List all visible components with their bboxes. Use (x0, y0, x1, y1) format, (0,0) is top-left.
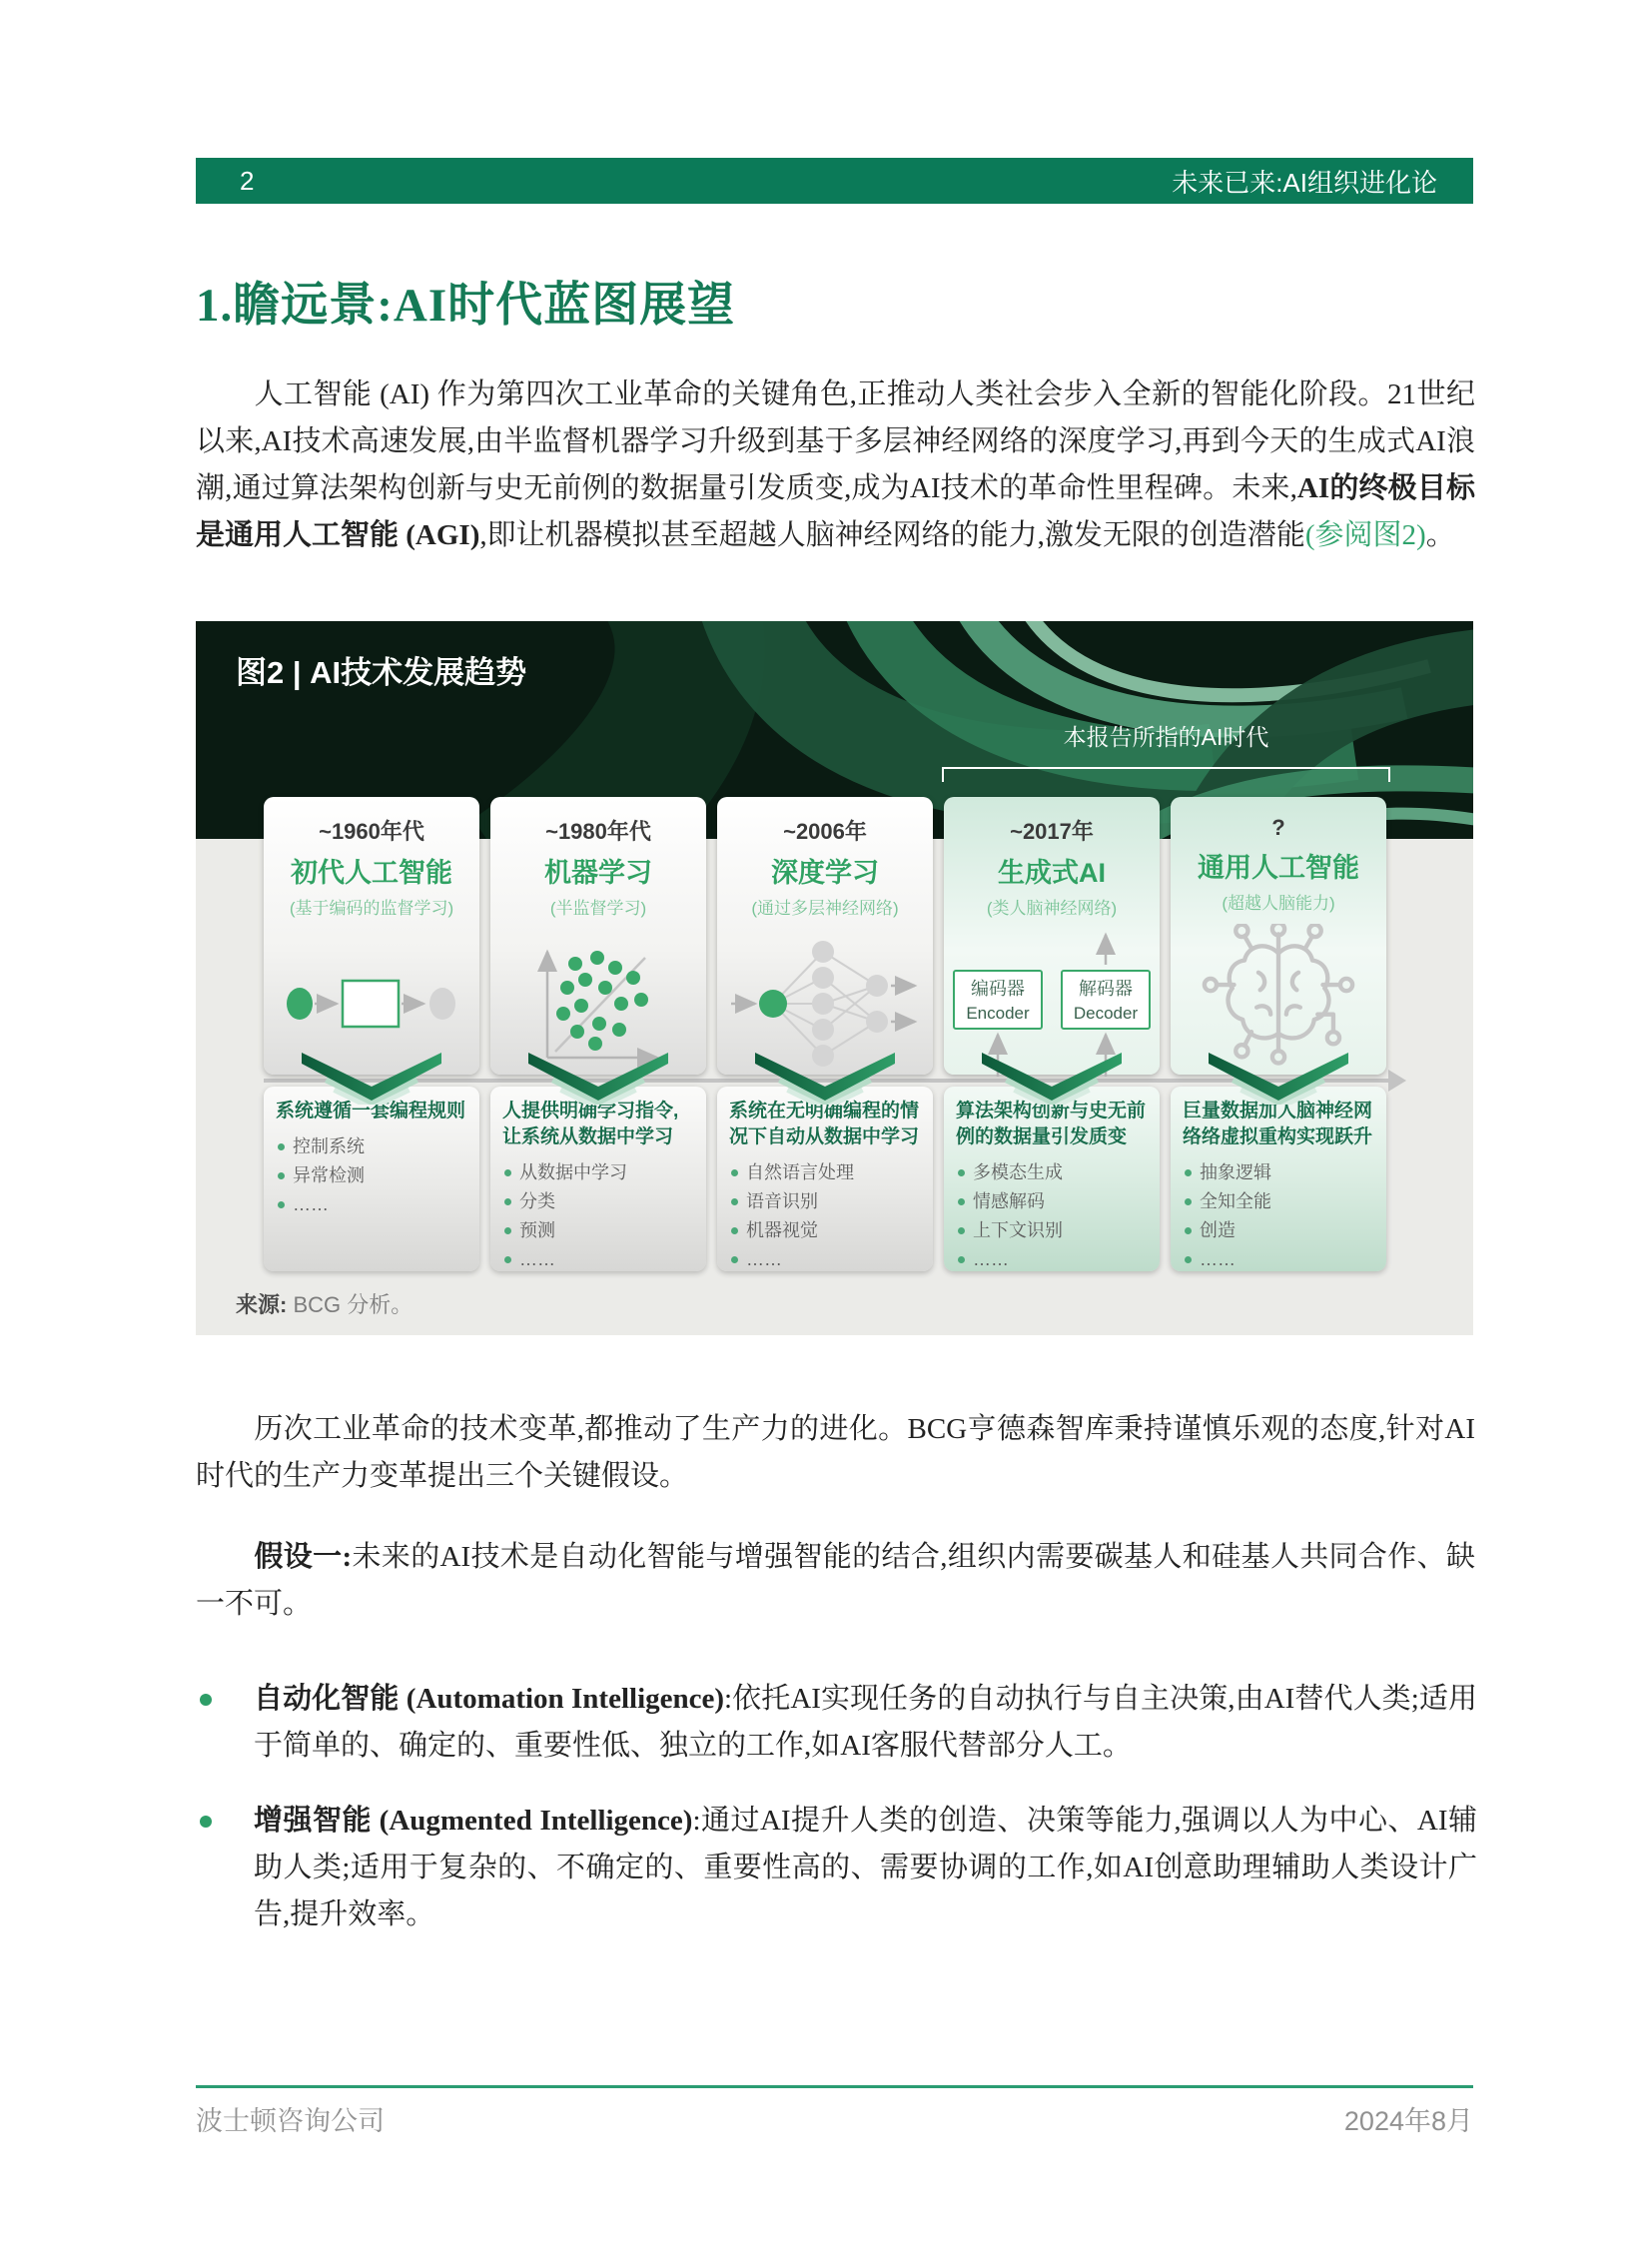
figure2-crossref-link[interactable]: (参阅图2) (1304, 519, 1426, 551)
list-item-automation-intelligence (196, 1676, 1477, 1770)
paragraph-hypotheses-intro (196, 1406, 1475, 1500)
figure-2-ai-tech-trends (196, 621, 1473, 1335)
era-column-1960s (264, 797, 479, 1214)
flow-diagram-icon (282, 958, 461, 1050)
list-item-augmented-intelligence (196, 1798, 1477, 1938)
chevron-down-icon (1204, 1049, 1353, 1105)
era-subtitle: (基于编码的监督学习) (289, 899, 454, 918)
hypothesis-1-label: 假设一: (254, 1541, 353, 1573)
era-desc-title: 巨量数据加人脑神经网络络虚拟重构实现跃升 (1183, 1101, 1373, 1147)
era-time: ~2017年 (1010, 819, 1094, 844)
era-desc-list (956, 1158, 1150, 1274)
era-time: ~2006年 (783, 819, 867, 844)
automation-intelligence-term: 自动化智能 (Automation Intelligence) (254, 1683, 725, 1715)
list-item: …… (502, 1245, 696, 1274)
figure-source (236, 1288, 413, 1319)
era-column-2006 (717, 797, 933, 1269)
chevron-down-icon (297, 1049, 446, 1105)
list-item: 预测 (502, 1216, 696, 1245)
svg-text:编码器: 编码器 (971, 979, 1025, 999)
era-card-top (717, 797, 933, 1075)
era-description-card (490, 1087, 706, 1271)
era-time: ~1980年代 (545, 819, 651, 844)
section-title: 1.瞻远景:AI时代蓝图展望 (196, 280, 736, 332)
era-subtitle: (通过多层神经网络) (751, 899, 899, 918)
page-footer (196, 2099, 1473, 2138)
page-header-bar (196, 158, 1473, 204)
era-card-top (490, 797, 706, 1075)
chevron-down-icon (977, 1049, 1127, 1105)
list-item: 异常检测 (276, 1161, 469, 1190)
list-item: 抽象逻辑 (1183, 1158, 1376, 1187)
era-desc-title: 系统遵循一套编程规则 (276, 1101, 466, 1121)
svg-text:Encoder: Encoder (966, 1004, 1030, 1023)
era-card-top (1171, 797, 1386, 1075)
era-name: 生成式AI (998, 858, 1106, 888)
era-subtitle: (半监督学习) (549, 899, 647, 918)
footer-company: 波士顿咨询公司 (196, 2106, 385, 2136)
era-column-agi (1171, 797, 1386, 1269)
list-item: 上下文识别 (956, 1216, 1150, 1245)
era-column-1980s (490, 797, 706, 1269)
era-name: 机器学习 (544, 858, 652, 888)
era-desc-list (1183, 1158, 1376, 1274)
list-item: 语音识别 (729, 1187, 923, 1216)
era-time: ? (1271, 815, 1285, 840)
ai-era-label: 本报告所指的AI时代 (1063, 724, 1269, 750)
page-number: 2 (240, 165, 255, 196)
era-desc-title: 算法架构创新与史无前例的数据量引发质变 (956, 1101, 1147, 1147)
list-item: 机器视觉 (729, 1216, 923, 1245)
era-description-card (944, 1087, 1160, 1271)
p2-text: 历次工业革命的技术变革,都推动了生产力的进化。BCG亨德森智库秉持谨慎乐观的态度,针对AI时代的生产力变革提出三个关键假设。 (196, 1413, 1475, 1492)
era-name: 深度学习 (771, 858, 879, 888)
list-item: 自然语言处理 (729, 1158, 923, 1187)
list-item: 情感解码 (956, 1187, 1150, 1216)
list-item: 多模态生成 (956, 1158, 1150, 1187)
p1-text-2: ,即让机器模拟甚至超越人脑神经网络的能力,激发无限的创造潜能 (479, 519, 1305, 551)
ai-era-bracket (942, 767, 1390, 782)
era-description-card (264, 1087, 479, 1271)
footer-date: 2024年8月 (1343, 2106, 1473, 2136)
era-description-card (1171, 1087, 1386, 1271)
era-subtitle: (超越人脑能力) (1222, 894, 1335, 913)
intelligence-types-list (196, 1676, 1477, 1966)
era-subtitle: (类人脑神经网络) (986, 899, 1118, 918)
era-desc-title: 系统在无明确编程的情况下自动从数据中学习 (729, 1101, 920, 1147)
era-card-top (944, 797, 1160, 1075)
chevron-down-icon (750, 1049, 900, 1105)
footer-rule (196, 2085, 1473, 2088)
running-title: 未来已来:AI组织进化论 (1172, 167, 1437, 198)
era-desc-list (729, 1158, 923, 1274)
era-time: ~1960年代 (319, 819, 424, 844)
svg-text:Decoder: Decoder (1073, 1004, 1139, 1023)
era-card-top (264, 797, 479, 1075)
augmented-intelligence-text: :通过AI提升人类的创造、决策等能力,强调以人为中心、AI辅助人类;适用于复杂的、不确定的、重要性高的、需要协调的工作,如AI创意助理辅助人类设计广告,提升效率。 (254, 1805, 1477, 1930)
hypothesis-1-text: 未来的AI技术是自动化智能与增强智能的结合,组织内需要碳基人和硅基人共同合作、缺一不可。 (196, 1541, 1475, 1620)
era-desc-list (276, 1132, 469, 1219)
p1-text: 人工智能 (AI) 作为第四次工业革命的关键角色,正推动人类社会步入全新的智能化阶段。21世纪以来,AI技术高速发展,由半监督机器学习升级到基于多层神经网络的深度学习,再到今天的生成式AI浪潮,通过算法架构创新与史无前例的数据量引发质变,成为AI技术的革命性里程碑。未来, (196, 378, 1475, 504)
p1-bold-agi: AI的终极目标是通用人工智能 (AGI) (196, 472, 1475, 551)
list-item: 从数据中学习 (502, 1158, 696, 1187)
era-name: 初代人工智能 (291, 858, 452, 888)
paragraph-hypothesis-1 (196, 1534, 1475, 1628)
augmented-intelligence-term: 增强智能 (Augmented Intelligence) (254, 1805, 693, 1837)
source-label: 来源: (236, 1292, 288, 1317)
p1-end: 。 (1425, 519, 1455, 551)
svg-text:解码器: 解码器 (1079, 979, 1133, 999)
figure-title: 图2 | AI技术发展趋势 (236, 655, 527, 690)
era-name: 通用人工智能 (1198, 853, 1359, 883)
chevron-down-icon (523, 1049, 673, 1105)
list-item: 创造 (1183, 1216, 1376, 1245)
era-column-2017 (944, 797, 1160, 1269)
era-description-card (717, 1087, 933, 1271)
list-item: …… (1183, 1245, 1376, 1274)
era-desc-list (502, 1158, 696, 1274)
source-text: BCG 分析。 (293, 1292, 413, 1317)
era-desc-title: 人提供明确学习指令,让系统从数据中学习 (502, 1101, 679, 1147)
list-item: …… (956, 1245, 1150, 1274)
list-item: …… (276, 1190, 469, 1219)
list-item: …… (729, 1245, 923, 1274)
automation-intelligence-text: :依托AI实现任务的自动执行与自主决策,由AI替代人类;适用于简单的、确定的、重要性低、独立的工作,如AI客服代替部分人工。 (254, 1683, 1477, 1762)
list-item: 控制系统 (276, 1132, 469, 1161)
paragraph-intro (196, 372, 1475, 559)
list-item: 分类 (502, 1187, 696, 1216)
list-item: 全知全能 (1183, 1187, 1376, 1216)
